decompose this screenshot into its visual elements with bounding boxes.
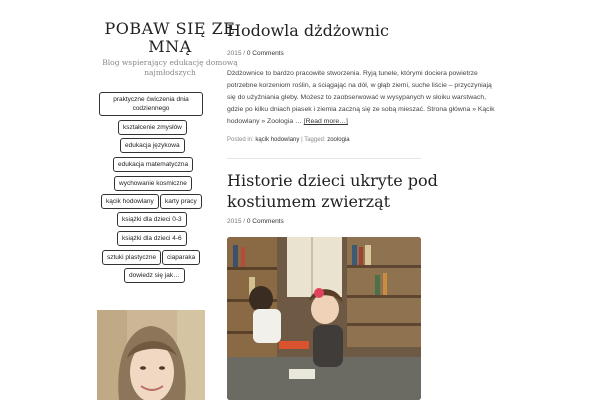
tag-edukacja-matematyczna[interactable]: edukacja matematyczna (113, 157, 193, 172)
post-category-link[interactable]: kącik hodowlany (255, 137, 300, 143)
author-photo (97, 310, 205, 400)
post-excerpt-text: Dżdżownice to bardzo pracowite stworzenia. Ryją tunele, którymi dociera powietrze potrzebne korzeniom roślin, a ściągając na dół, w głąb ziemi, suche liście – przyczyniają się do użyźniania gleby. Możesz to zaobserwować w wysypanych w słoiku warstwach, gdzie po kilku dniach piasek i ziemia zaczną się ze sobą mieszać. Strona główna » Kącik hodowlany » Zoologia … (227, 70, 495, 125)
post-meta: 2015 / 0 Comments (227, 50, 284, 57)
tag-dowiedz-sie-jak[interactable]: dowiedz się jak… (124, 268, 185, 283)
tag-ksiazki-0-3[interactable]: książki dla dzieci 0-3 (117, 212, 187, 227)
tag-kacik-hodowlany[interactable]: kącik hodowlany (101, 194, 159, 209)
post-year: 2015 (227, 218, 242, 225)
post-footer (227, 137, 350, 143)
tag-edukacja-jezykowa[interactable]: edukacja językowa (120, 138, 185, 153)
tag-sztuki-plastyczne[interactable]: sztuki plastyczne (102, 250, 161, 265)
read-more-link[interactable]: [Read more…] (303, 118, 348, 125)
tag-ciaparaka[interactable]: ciaparaka (162, 250, 200, 265)
posted-in-label: Posted in: (227, 137, 254, 143)
tag-ksiazki-4-6[interactable]: książki dla dzieci 4-6 (117, 231, 187, 246)
tag-karty-pracy[interactable]: karty pracy (160, 194, 202, 209)
site-title[interactable]: POBAW SIĘ ZE MNĄ (104, 19, 236, 56)
post-comments-link[interactable]: 0 Comments (246, 50, 284, 57)
tag-ksztalcenie-zmyslow[interactable]: kształcenie zmysłów (118, 120, 187, 135)
post-tag-link[interactable]: zoologia (327, 137, 350, 143)
post-separator (227, 158, 421, 159)
post-year: 2015 (227, 50, 242, 57)
tag-praktyczne-cwiczenia[interactable]: praktyczne ćwiczenia dnia codziennego (99, 92, 203, 116)
post-comments-link[interactable]: 0 Comments (246, 218, 284, 225)
post-excerpt (227, 68, 502, 128)
post-featured-image[interactable] (227, 237, 421, 400)
tag-wychowanie-kosmiczne[interactable]: wychowanie kosmiczne (114, 176, 192, 191)
author-photo-drawing (97, 310, 205, 400)
post-image-drawing (227, 237, 421, 400)
footer-divider: | (301, 137, 303, 143)
site-description: Blog wspierający edukację domową najmłodszych (102, 58, 238, 77)
post-meta: 2015 / 0 Comments (227, 218, 284, 225)
post-title[interactable]: Hodowla dżdżownic (227, 21, 389, 40)
post-title[interactable]: Historie dzieci ukryte pod kostiumem zwierząt (227, 171, 438, 211)
tagged-label: Tagged: (304, 137, 326, 143)
